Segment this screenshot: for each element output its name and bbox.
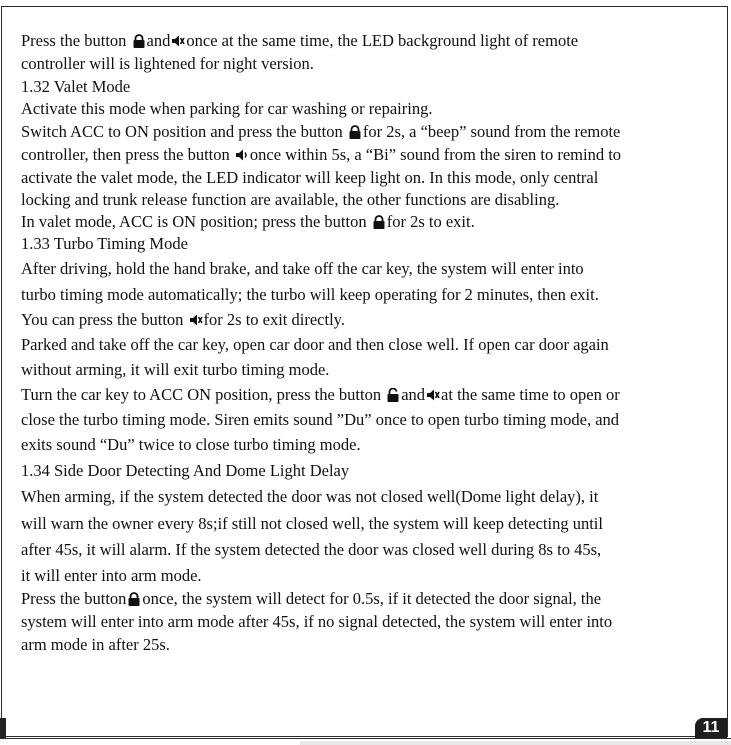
lock-icon (127, 592, 141, 606)
text-segment: Switch ACC to ON position and press the button (21, 122, 347, 141)
section-heading: 1.32 Valet Mode (21, 77, 131, 96)
section-heading: 1.33 Turbo Timing Mode (21, 234, 188, 253)
text-line (21, 212, 475, 232)
text-segment: at the same time to open or (441, 385, 620, 404)
text-line: exits sound “Du” twice to close turbo timing mode. (21, 435, 361, 454)
text-line: after 45s, it will alarm. If the system detected the door was closed well during 8s to 45s, (21, 540, 602, 559)
text-segment: and (401, 385, 426, 404)
lock-icon (348, 125, 362, 139)
mute-speaker-icon (189, 313, 203, 327)
text-line: it will enter into arm mode. (21, 566, 202, 585)
unlock-icon (386, 388, 400, 402)
mute-speaker-icon (171, 34, 185, 48)
text-line: close the turbo timing mode. Siren emits sound ”Du” once to open turbo timing mode, and (21, 410, 620, 429)
text-segment: once within 5s, a “Bi” sound from the siren to remind to (249, 145, 622, 164)
text-line (21, 145, 621, 165)
text-line: Parked and take off the car key, open car door and then close well. If open car door again (21, 335, 609, 354)
text-line: system will enter into arm mode after 45s, if no signal detected, the system will enter into (21, 612, 613, 631)
page-number: 11 (695, 718, 727, 738)
text-segment: In valet mode, ACC is ON position; press the button (21, 212, 371, 231)
section-heading: 1.34 Side Door Detecting And Dome Light Delay (21, 461, 350, 480)
text-segment: for 2s to exit directly. (203, 310, 345, 329)
text-line: activate the valet mode, the LED indicator will keep light on. In this mode, only central (21, 168, 599, 187)
text-line (21, 310, 345, 330)
page-edge-mark (0, 718, 6, 738)
bottom-shade (300, 741, 731, 745)
speaker-icon (235, 148, 249, 162)
text-segment: once at the same time, the LED background light of remote (186, 31, 579, 50)
lock-icon (132, 34, 146, 48)
text-line: controller will is lightened for night version. (21, 54, 314, 73)
bottom-rule (0, 738, 731, 739)
text-segment: Press the button (21, 31, 131, 50)
text-line: locking and trunk release function are available, the other functions are disabling. (21, 190, 560, 209)
text-line (21, 589, 601, 609)
text-line: After driving, hold the hand brake, and take off the car key, the system will enter into (21, 259, 584, 278)
text-line (21, 385, 620, 405)
text-line: turbo timing mode automatically; the turbo will keep operating for 2 minutes, then exit. (21, 285, 599, 304)
text-segment: Turn the car key to ACC ON position, press the button (21, 385, 386, 404)
text-line (21, 122, 620, 142)
text-line: Activate this mode when parking for car washing or repairing. (21, 99, 433, 118)
text-line: When arming, if the system detected the door was not closed well(Dome light delay), it (21, 487, 599, 506)
text-segment: controller, then press the button (21, 145, 234, 164)
text-line: arm mode in after 25s. (21, 635, 170, 654)
text-line: will warn the owner every 8s;if still not closed well, the system will keep detecting until (21, 514, 603, 533)
mute-speaker-icon (426, 388, 440, 402)
text-segment: once, the system will detect for 0.5s, if it detected the door signal, the (142, 589, 602, 608)
text-segment: Press the button (21, 589, 127, 608)
text-segment: for 2s, a “beep” sound from the remote (362, 122, 621, 141)
lock-icon (372, 215, 386, 229)
text-line (21, 31, 578, 51)
text-line: without arming, it will exit turbo timing mode. (21, 360, 330, 379)
text-segment: You can press the button (21, 310, 188, 329)
text-segment: and (146, 31, 171, 50)
text-segment: for 2s to exit. (386, 212, 475, 231)
